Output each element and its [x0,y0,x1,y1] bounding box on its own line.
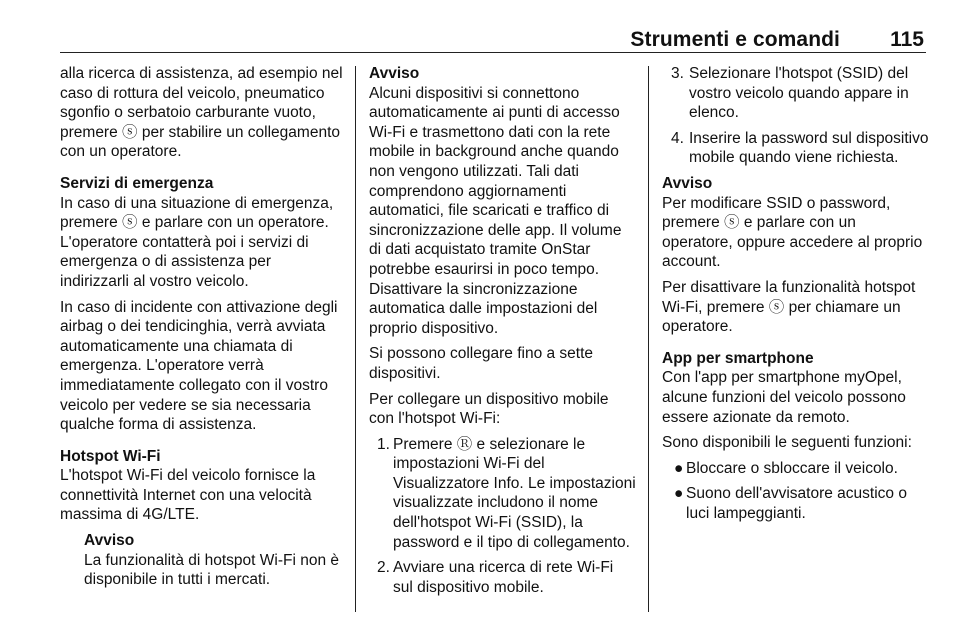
app-paragraph-2: Sono disponibili le seguenti funzioni: [662,434,912,452]
data-usage-note [369,64,637,338]
connect-steps-list-continued [662,64,930,168]
step-number: 2. [377,559,390,577]
step-text: Inserire la password sul dispositivo mobile quando viene richiesta. [689,129,929,167]
step-number: 4. [671,129,684,147]
note-title: Avviso [369,65,420,82]
note-text: Per modificare SSID o password, premere ⓢ e parlare con un operatore, oppure accedere al proprio account. [662,194,923,271]
app-heading: App per smartphone [662,349,814,367]
password-note [662,174,930,272]
section-title: Strumenti e comandi [630,28,840,51]
hotspot-paragraph: L'hotspot Wi-Fi del veicolo fornisce la connettività Internet con una velocità massima di 4G/LTE. [60,467,316,524]
emergency-paragraph-2: In caso di incidente con attivazione degli airbag o dei tendicinghia, verrà avviata automaticamente una chiamata di emergenza. L'operatore verrà immediatamente collegato con il vostro veicolo per vedere se sia necessaria qualche forma di assistenza. [60,298,338,434]
bullet-text: Bloccare o sbloccare il veicolo. [686,459,898,477]
column-3 [662,64,930,529]
list-item [662,64,930,123]
step-number: 3. [671,65,684,82]
intro-paragraph: alla ricerca di assistenza, ad esempio nel caso di rottura del veicolo, pneumatico sgonfio o serbatoio carburante vuoto, premere ⓢ per stabilire un collegamento con un operatore. [60,65,343,161]
step-number: 1. [377,435,390,453]
bullet-text: Suono dell'avvisatore acustico o luci lampeggianti. [686,485,907,522]
note-title: Avviso [662,174,713,192]
app-functions-list [662,459,930,524]
header-rule [60,52,926,53]
note-title: Avviso [84,532,135,550]
list-item [369,558,637,597]
column-divider-2 [648,66,649,612]
app-paragraph-1: Con l'app per smartphone myOpel, alcune funzioni del veicolo possono essere azionate da remoto. [662,369,906,426]
bullet-icon: ● [674,485,684,503]
column-1 [60,64,344,596]
page-header [60,28,926,54]
connect-paragraph: Per collegare un dispositivo mobile con l'hotspot Wi-Fi: [369,390,609,428]
bullet-icon: ● [674,459,684,477]
note-text: La funzionalità di hotspot Wi-Fi non è disponibile in tutti i mercati. [84,551,340,589]
list-item [662,129,930,168]
emergency-paragraph-1: In caso di una situazione di emergenza, premere ⓢ e parlare con un operatore. L'operatore contatterà poi i servizi di emergenza o di assistenza per indirizzarli al vostro veicolo. [60,194,334,290]
step-text: Premere Ⓡ e selezionare le impostazioni Wi-Fi del Visualizzatore Info. Le impostazioni visualizzate includono il nome dell'hotspot Wi-Fi (SSID), la password e il tipo di collegamento. [393,435,636,551]
connect-steps-list [369,435,637,598]
hotspot-note [84,531,344,590]
list-item [662,459,930,479]
column-2 [369,64,637,603]
page-number: 115 [890,28,924,51]
step-text: Selezionare l'hotspot (SSID) del vostro veicolo quando appare in elenco. [689,65,909,122]
step-text: Avviare una ricerca di rete Wi-Fi sul dispositivo mobile. [393,559,614,596]
list-item [369,435,637,553]
list-item [662,484,930,523]
devices-paragraph: Si possono collegare fino a sette dispositivi. [369,345,594,382]
disable-hotspot-paragraph: Per disattivare la funzionalità hotspot Wi-Fi, premere ⓢ per chiamare un operatore. [662,278,916,336]
note-text: Alcuni dispositivi si connettono automaticamente ai punti di accesso Wi-Fi e trasmettono dati con la rete mobile in background anche quando non vengono utilizzati. Tali dati comprendono aggiornamenti automatici, file scaricati e traffico di sincronizzazione delle app. Il volume di dati acquistato tramite OnStar potrebbe esaurirsi in poco tempo. Disattivare la sincronizzazione automatica dalle impostazioni del proprio dispositivo. [369,84,622,337]
column-divider-1 [355,66,356,612]
hotspot-heading: Hotspot Wi-Fi [60,447,161,465]
emergency-heading: Servizi di emergenza [60,174,214,192]
